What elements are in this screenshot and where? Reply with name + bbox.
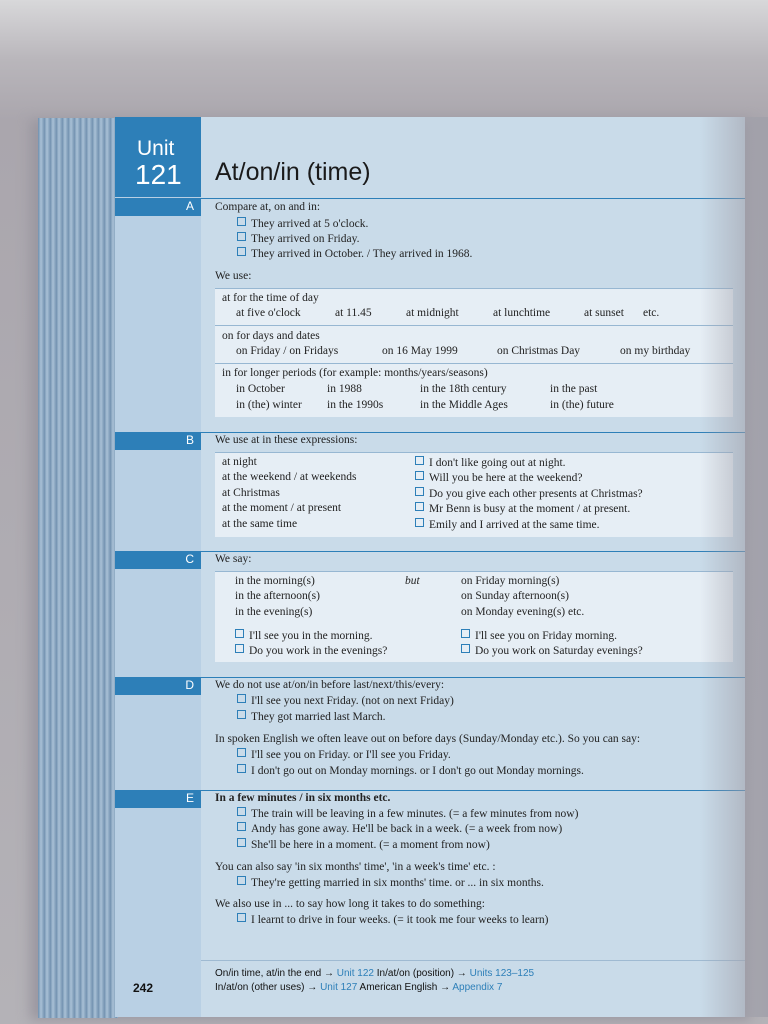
c-example: Do you work on Saturday evenings? — [461, 644, 643, 657]
link-appendix-7[interactable]: Appendix 7 — [452, 982, 503, 993]
on-item: on my birthday — [620, 345, 691, 357]
section-a-label: A — [185, 199, 194, 213]
on-item: on Friday / on Fridays — [236, 345, 339, 357]
at-item: at lunchtime — [493, 307, 551, 319]
c-right: on Friday morning(s) — [461, 575, 560, 587]
a-example: They arrived in October. / They arrived in 1968. — [237, 247, 472, 260]
section-b-label: B — [185, 433, 194, 447]
in-heading: in for longer periods (for example: months/years/seasons) — [222, 367, 488, 379]
on-item: on Christmas Day — [497, 345, 581, 357]
a-intro: Compare at, on and in: — [215, 201, 321, 213]
c-example: Do you work in the evenings? — [235, 644, 387, 657]
in-item: in the past — [550, 383, 598, 395]
e-example: The train will be leaving in a few minutes. (= a few minutes from now) — [237, 807, 578, 820]
link-unit-122[interactable]: Unit 122 — [336, 968, 374, 979]
b-example: Do you give each other presents at Christmas? — [415, 487, 643, 500]
b-expression: at the same time — [222, 518, 298, 530]
footer-line-2: In/at/on (other uses) → Unit 127 American English → Appendix 7 — [215, 982, 503, 993]
c-left: in the afternoon(s) — [235, 590, 320, 602]
b-expression: at the weekend / at weekends — [222, 471, 357, 483]
unit-label: Unit — [137, 137, 175, 160]
a-we-use: We use: — [215, 270, 252, 282]
unit-number: 121 — [135, 159, 182, 190]
b-expression: at the moment / at present — [222, 502, 342, 514]
at-item: at 11.45 — [335, 307, 372, 319]
section-c-label: C — [185, 552, 194, 566]
d-example: I'll see you on Friday. or I'll see you Friday. — [237, 748, 451, 761]
b-example: I don't like going out at night. — [415, 456, 566, 469]
section-a-rule — [201, 198, 745, 199]
in-item: in the 18th century — [420, 383, 507, 395]
b-example: Emily and I arrived at the same time. — [415, 518, 600, 531]
e-example: I learnt to drive in four weeks. (= it took me four weeks to learn) — [237, 913, 548, 926]
section-e-bar — [115, 790, 201, 808]
c-but: but — [405, 575, 420, 587]
section-b-rule — [201, 432, 745, 433]
e-example: She'll be here in a moment. (= a moment from now) — [237, 838, 490, 851]
e-example: They're getting married in six months' time. or ... in six months. — [237, 876, 544, 889]
at-item: at midnight — [406, 307, 459, 319]
section-e-rule — [201, 790, 745, 791]
on-item: on 16 May 1999 — [382, 345, 458, 357]
box-divider — [215, 325, 733, 326]
c-example: I'll see you in the morning. — [235, 629, 372, 642]
d-example: They got married last March. — [237, 710, 385, 723]
c-right: on Monday evening(s) etc. — [461, 606, 585, 618]
book-page-edges — [38, 118, 118, 1018]
b-example: Mr Benn is busy at the moment / at present. — [415, 502, 630, 515]
in-item: in (the) winter — [236, 399, 302, 411]
link-units-123-125[interactable]: Units 123–125 — [469, 968, 535, 979]
in-item: in 1988 — [327, 383, 362, 395]
at-item: at five o'clock — [236, 307, 301, 319]
c-left: in the evening(s) — [235, 606, 313, 618]
at-item: at sunset — [584, 307, 624, 319]
section-c-bar — [115, 551, 201, 569]
d-example: I don't go out on Monday mornings. or I don't go out Monday mornings. — [237, 764, 584, 777]
section-a-bar — [115, 198, 201, 216]
e-intro: In a few minutes / in six months etc. — [215, 792, 391, 804]
at-heading: at for the time of day — [222, 292, 319, 304]
c-right: on Sunday afternoon(s) — [461, 590, 569, 602]
in-item: in October — [236, 383, 285, 395]
at-item: etc. — [643, 307, 660, 319]
e-in-use: We also use in ... to say how long it takes to do something: — [215, 898, 485, 910]
c-intro: We say: — [215, 553, 252, 565]
section-b-bar — [115, 432, 201, 450]
page-number: 242 — [133, 981, 154, 995]
section-d-bar — [115, 677, 201, 695]
section-e-label: E — [185, 791, 194, 805]
b-expression: at Christmas — [222, 487, 280, 499]
page-curl-shadow — [700, 117, 768, 1017]
c-left: in the morning(s) — [235, 575, 315, 587]
in-item: in the 1990s — [327, 399, 384, 411]
on-heading: on for days and dates — [222, 330, 320, 342]
d-spoken: In spoken English we often leave out on before days (Sunday/Monday etc.). So you can say: — [215, 733, 641, 745]
unit-badge — [115, 117, 201, 197]
in-item: in the Middle Ages — [420, 399, 508, 411]
b-example: Will you be here at the weekend? — [415, 471, 582, 484]
e-example: Andy has gone away. He'll be back in a week. (= a week from now) — [237, 822, 562, 835]
a-example: They arrived on Friday. — [237, 232, 359, 245]
d-example: I'll see you next Friday. (not on next Friday) — [237, 694, 454, 707]
b-intro: We use at in these expressions: — [215, 434, 358, 446]
c-example: I'll see you on Friday morning. — [461, 629, 617, 642]
box-divider — [215, 363, 733, 364]
unit-title: At/on/in (time) — [215, 158, 371, 186]
link-unit-127[interactable]: Unit 127 — [320, 982, 358, 993]
footer-line-1: On/in time, at/in the end → Unit 122 In/at/on (position) → Units 123–125 — [215, 968, 535, 979]
section-c-rule — [201, 551, 745, 552]
b-expression: at night — [222, 456, 257, 468]
a-example: They arrived at 5 o'clock. — [237, 217, 368, 230]
in-item: in (the) future — [550, 399, 614, 411]
section-d-rule — [201, 677, 745, 678]
footer-rule — [201, 960, 745, 961]
d-intro: We do not use at/on/in before last/next/this/every: — [215, 679, 445, 691]
e-also: You can also say 'in six months' time', 'in a week's time' etc. : — [215, 861, 496, 873]
section-d-label: D — [185, 678, 194, 692]
